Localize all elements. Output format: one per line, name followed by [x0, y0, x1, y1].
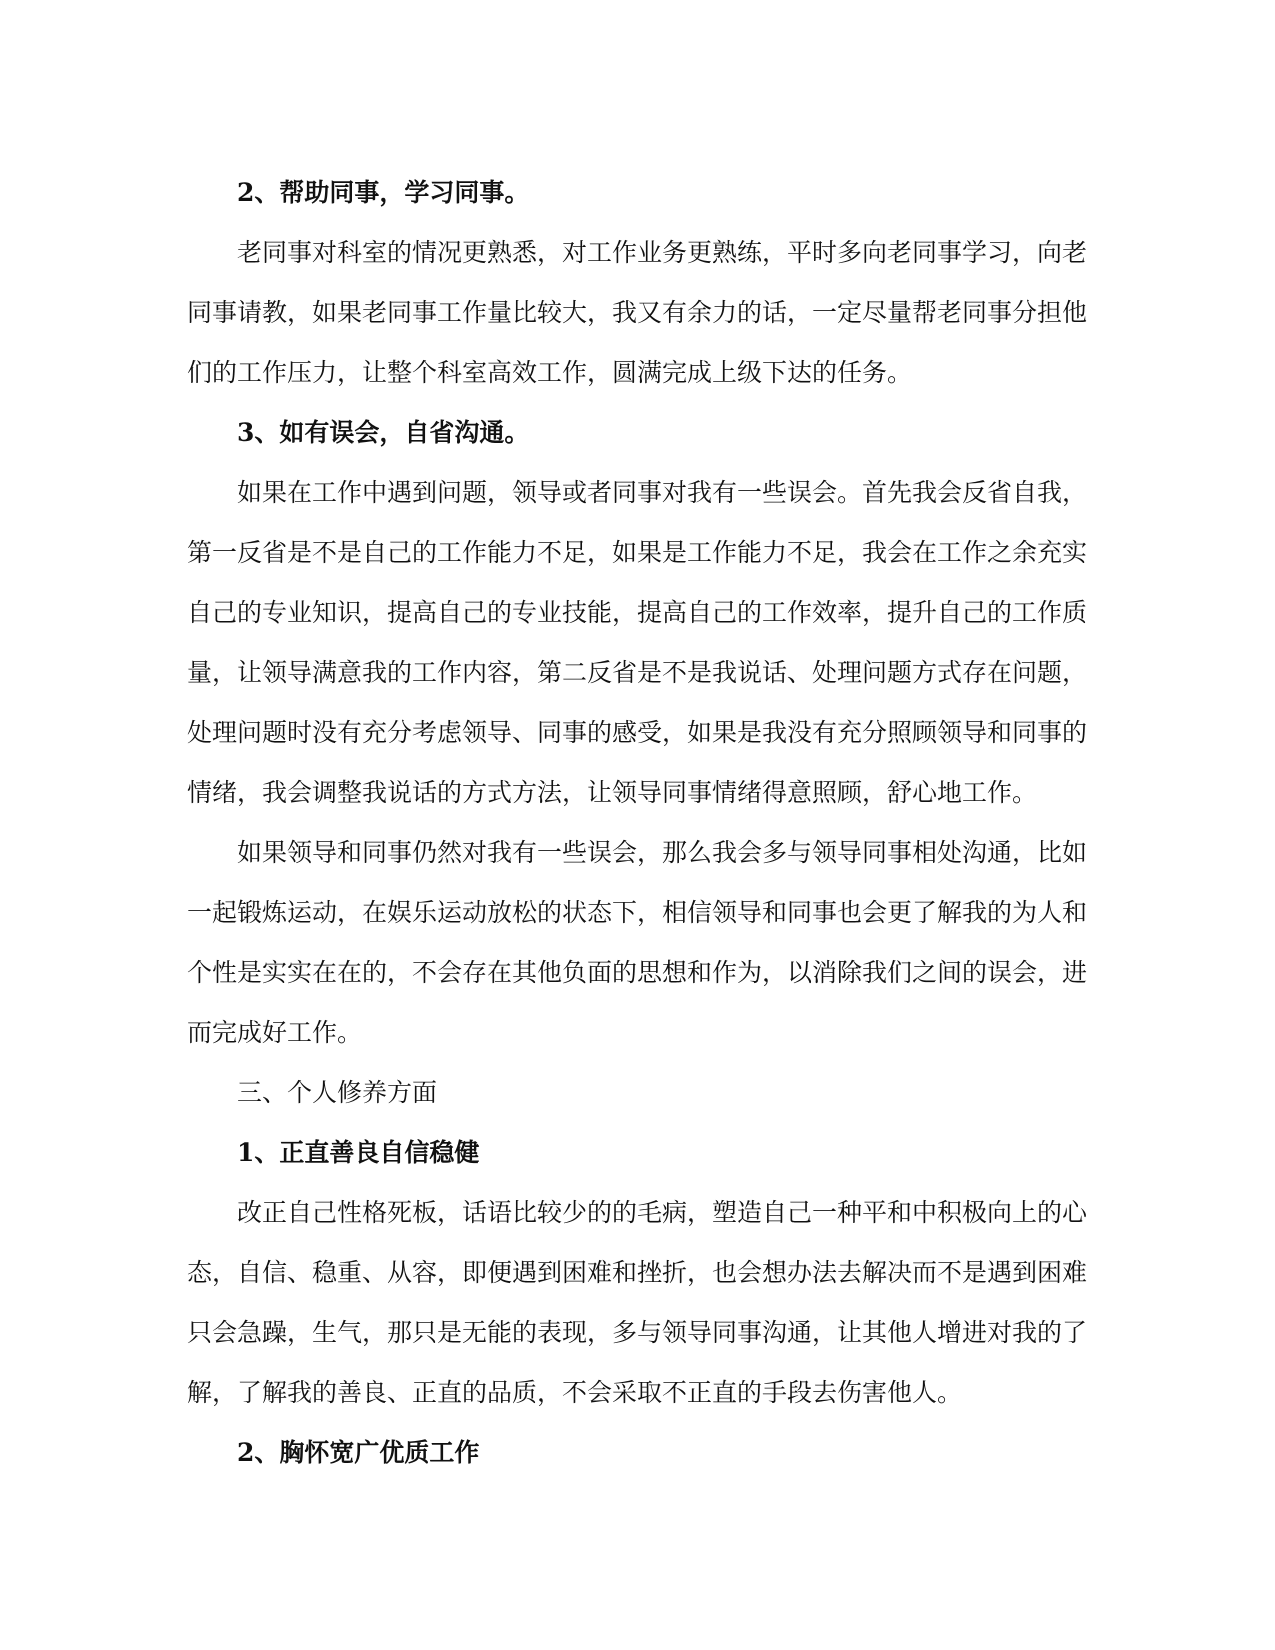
section-heading-integrity: 1、正直善良自信稳健	[237, 1138, 480, 1167]
document-body	[187, 163, 1087, 1483]
paragraph-learn-from-colleagues: 老同事对科室的情况更熟悉，对工作业务更熟练，平时多向老同事学习，向老同事请教，如果老同事工作量比较大，我又有余力的话，一定尽量帮老同事分担他们的工作压力，让整个科室高效工作，圆满完成上级下达的任务。	[187, 238, 1088, 387]
paragraph-self-reflection: 如果在工作中遇到问题，领导或者同事对我有一些误会。首先我会反省自我，第一反省是不是自己的工作能力不足，如果是工作能力不足，我会在工作之余充实自己的专业知识，提高自己的专业技能，提高自己的工作效率，提升自己的工作质量，让领导满意我的工作内容，第二反省是不是我说话、处理问题方式存在问题，处理问题时没有充分考虑领导、同事的感受，如果是我没有充分照顾领导和同事的情绪，我会调整我说话的方式方法，让领导同事情绪得意照顾，舒心地工作。	[187, 478, 1088, 807]
paragraph-communication: 如果领导和同事仍然对我有一些误会，那么我会多与领导同事相处沟通，比如一起锻炼运动，在娱乐运动放松的状态下，相信领导和同事也会更了解我的为人和个性是实实在在的，不会存在其他负面的思想和作为，以消除我们之间的误会，进而完成好工作。	[187, 838, 1088, 1047]
paragraph-character: 改正自己性格死板，话语比较少的的毛病，塑造自己一种平和中积极向上的心态，自信、稳重、从容，即便遇到困难和挫折，也会想办法去解决而不是遇到困难只会急躁，生气，那只是无能的表现，多与领导同事沟通，让其他人增进对我的了解，了解我的善良、正直的品质，不会采取不正直的手段去伤害他人。	[187, 1198, 1088, 1407]
section-heading-misunderstanding: 3、如有误会，自省沟通。	[237, 418, 530, 447]
section-heading-help-colleagues: 2、帮助同事，学习同事。	[237, 178, 530, 207]
section-heading-broad-mind: 2、胸怀宽广优质工作	[237, 1438, 480, 1467]
section-title-personal-cultivation: 三、个人修养方面	[237, 1078, 438, 1107]
